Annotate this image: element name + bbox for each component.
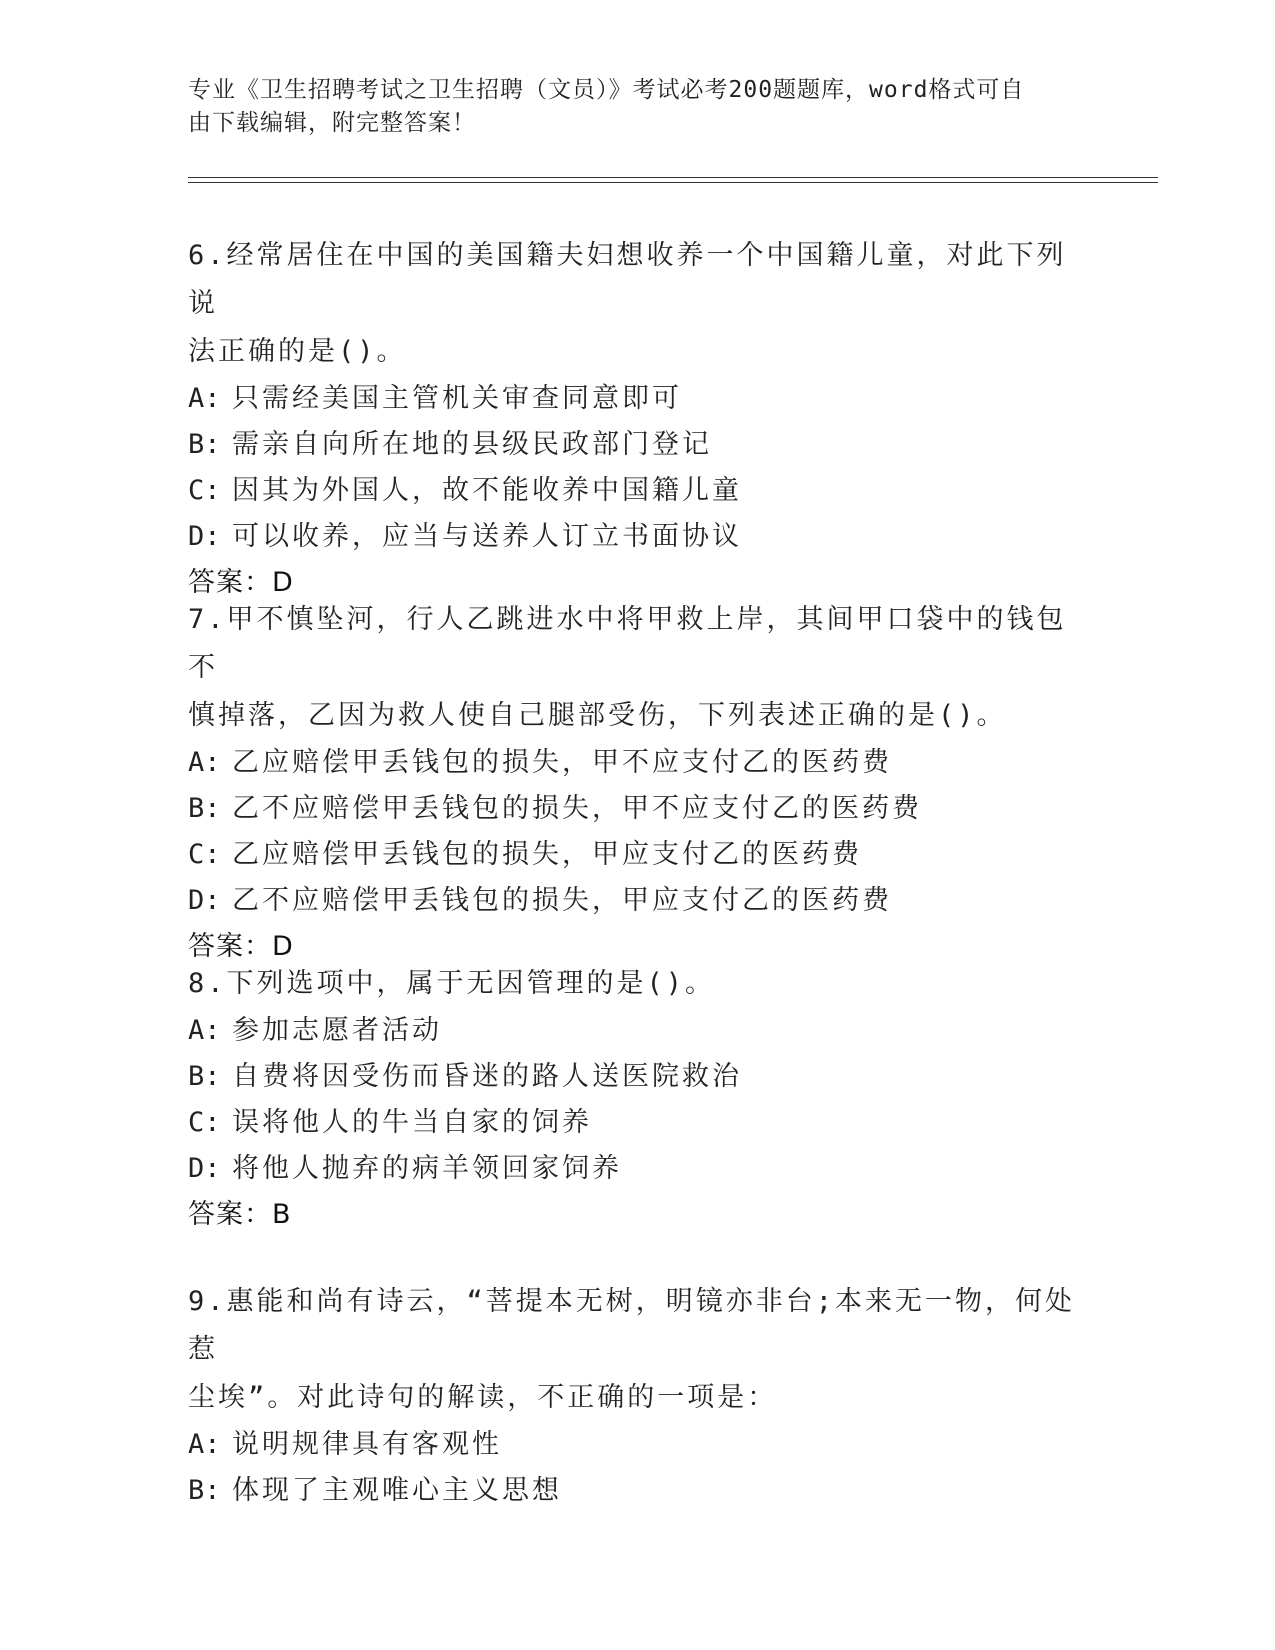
document-header: [188, 74, 1088, 140]
option-b: [188, 422, 1088, 468]
option-text: 说明规律具有客观性: [232, 1429, 502, 1460]
option-text: 乙不应赔偿甲丢钱包的损失，甲不应支付乙的医药费: [232, 793, 922, 824]
option-text: 可以收养，应当与送养人订立书面协议: [232, 521, 742, 552]
option-text: 将他人抛弃的病羊领回家饲养: [232, 1153, 622, 1184]
option-a: [188, 376, 1088, 422]
option-a: [188, 740, 1088, 786]
question-stem-line-2: 慎掉落，乙因为救人使自己腿部受伤，下列表述正确的是()。: [188, 700, 1007, 731]
option-c: [188, 1100, 1088, 1146]
option-text: 乙应赔偿甲丢钱包的损失，甲应支付乙的医药费: [232, 839, 862, 870]
option-text: 误将他人的牛当自家的饲养: [232, 1107, 592, 1138]
question-6: [188, 232, 1088, 606]
option-key: B:: [188, 793, 221, 824]
option-b: [188, 1054, 1088, 1100]
answer-line: 答案：D: [188, 567, 294, 598]
option-text: 因其为外国人，故不能收养中国籍儿童: [232, 475, 742, 506]
option-d: [188, 514, 1088, 560]
option-a: [188, 1008, 1088, 1054]
question-stem-line-1: 8.下列选项中，属于无因管理的是()。: [188, 968, 716, 999]
option-key: D:: [188, 521, 221, 552]
question-stem-line-1: 7.甲不慎坠河，行人乙跳进水中将甲救上岸，其间甲口袋中的钱包不: [188, 604, 1067, 683]
header-line-2: 由下载编辑，附完整答案！: [188, 110, 476, 136]
option-d: [188, 878, 1088, 924]
answer-line: 答案：B: [188, 1199, 292, 1230]
option-key: D:: [188, 1153, 221, 1184]
option-text: 乙应赔偿甲丢钱包的损失，甲不应支付乙的医药费: [232, 747, 892, 778]
question-8: [188, 960, 1088, 1238]
option-key: B:: [188, 1475, 221, 1506]
option-key: A:: [188, 383, 221, 414]
question-stem-line-2: 法正确的是()。: [188, 336, 407, 367]
option-key: D:: [188, 885, 221, 916]
option-key: B:: [188, 1061, 221, 1092]
header-line-1: 专业《卫生招聘考试之卫生招聘（文员）》考试必考200题题库，word格式可自: [188, 77, 1025, 103]
option-text: 自费将因受伤而昏迷的路人送医院救治: [232, 1061, 742, 1092]
option-text: 乙不应赔偿甲丢钱包的损失，甲应支付乙的医药费: [232, 885, 892, 916]
option-key: A:: [188, 1429, 221, 1460]
question-stem-line-1: 6.经常居住在中国的美国籍夫妇想收养一个中国籍儿童，对此下列说: [188, 240, 1067, 319]
option-text: 需亲自向所在地的县级民政部门登记: [232, 429, 712, 460]
answer-line: 答案：D: [188, 931, 294, 962]
option-a: [188, 1422, 1088, 1468]
option-key: A:: [188, 1015, 221, 1046]
option-b: [188, 786, 1088, 832]
option-key: C:: [188, 839, 221, 870]
header-divider-bottom: [188, 182, 1158, 183]
question-9: [188, 1278, 1088, 1514]
option-text: 参加志愿者活动: [232, 1015, 442, 1046]
option-c: [188, 468, 1088, 514]
option-text: 只需经美国主管机关审查同意即可: [232, 383, 682, 414]
header-divider-top: [188, 177, 1158, 178]
question-stem-line-2: 尘埃”。对此诗句的解读，不正确的一项是：: [188, 1382, 778, 1413]
question-7: [188, 596, 1088, 970]
option-key: C:: [188, 475, 221, 506]
option-key: A:: [188, 747, 221, 778]
question-stem-line-1: 9.惠能和尚有诗云，“菩提本无树，明镜亦非台;本来无一物，何处惹: [188, 1286, 1076, 1365]
option-b: [188, 1468, 1088, 1514]
option-c: [188, 832, 1088, 878]
option-text: 体现了主观唯心主义思想: [232, 1475, 562, 1506]
option-key: B:: [188, 429, 221, 460]
option-key: C:: [188, 1107, 221, 1138]
option-d: [188, 1146, 1088, 1192]
